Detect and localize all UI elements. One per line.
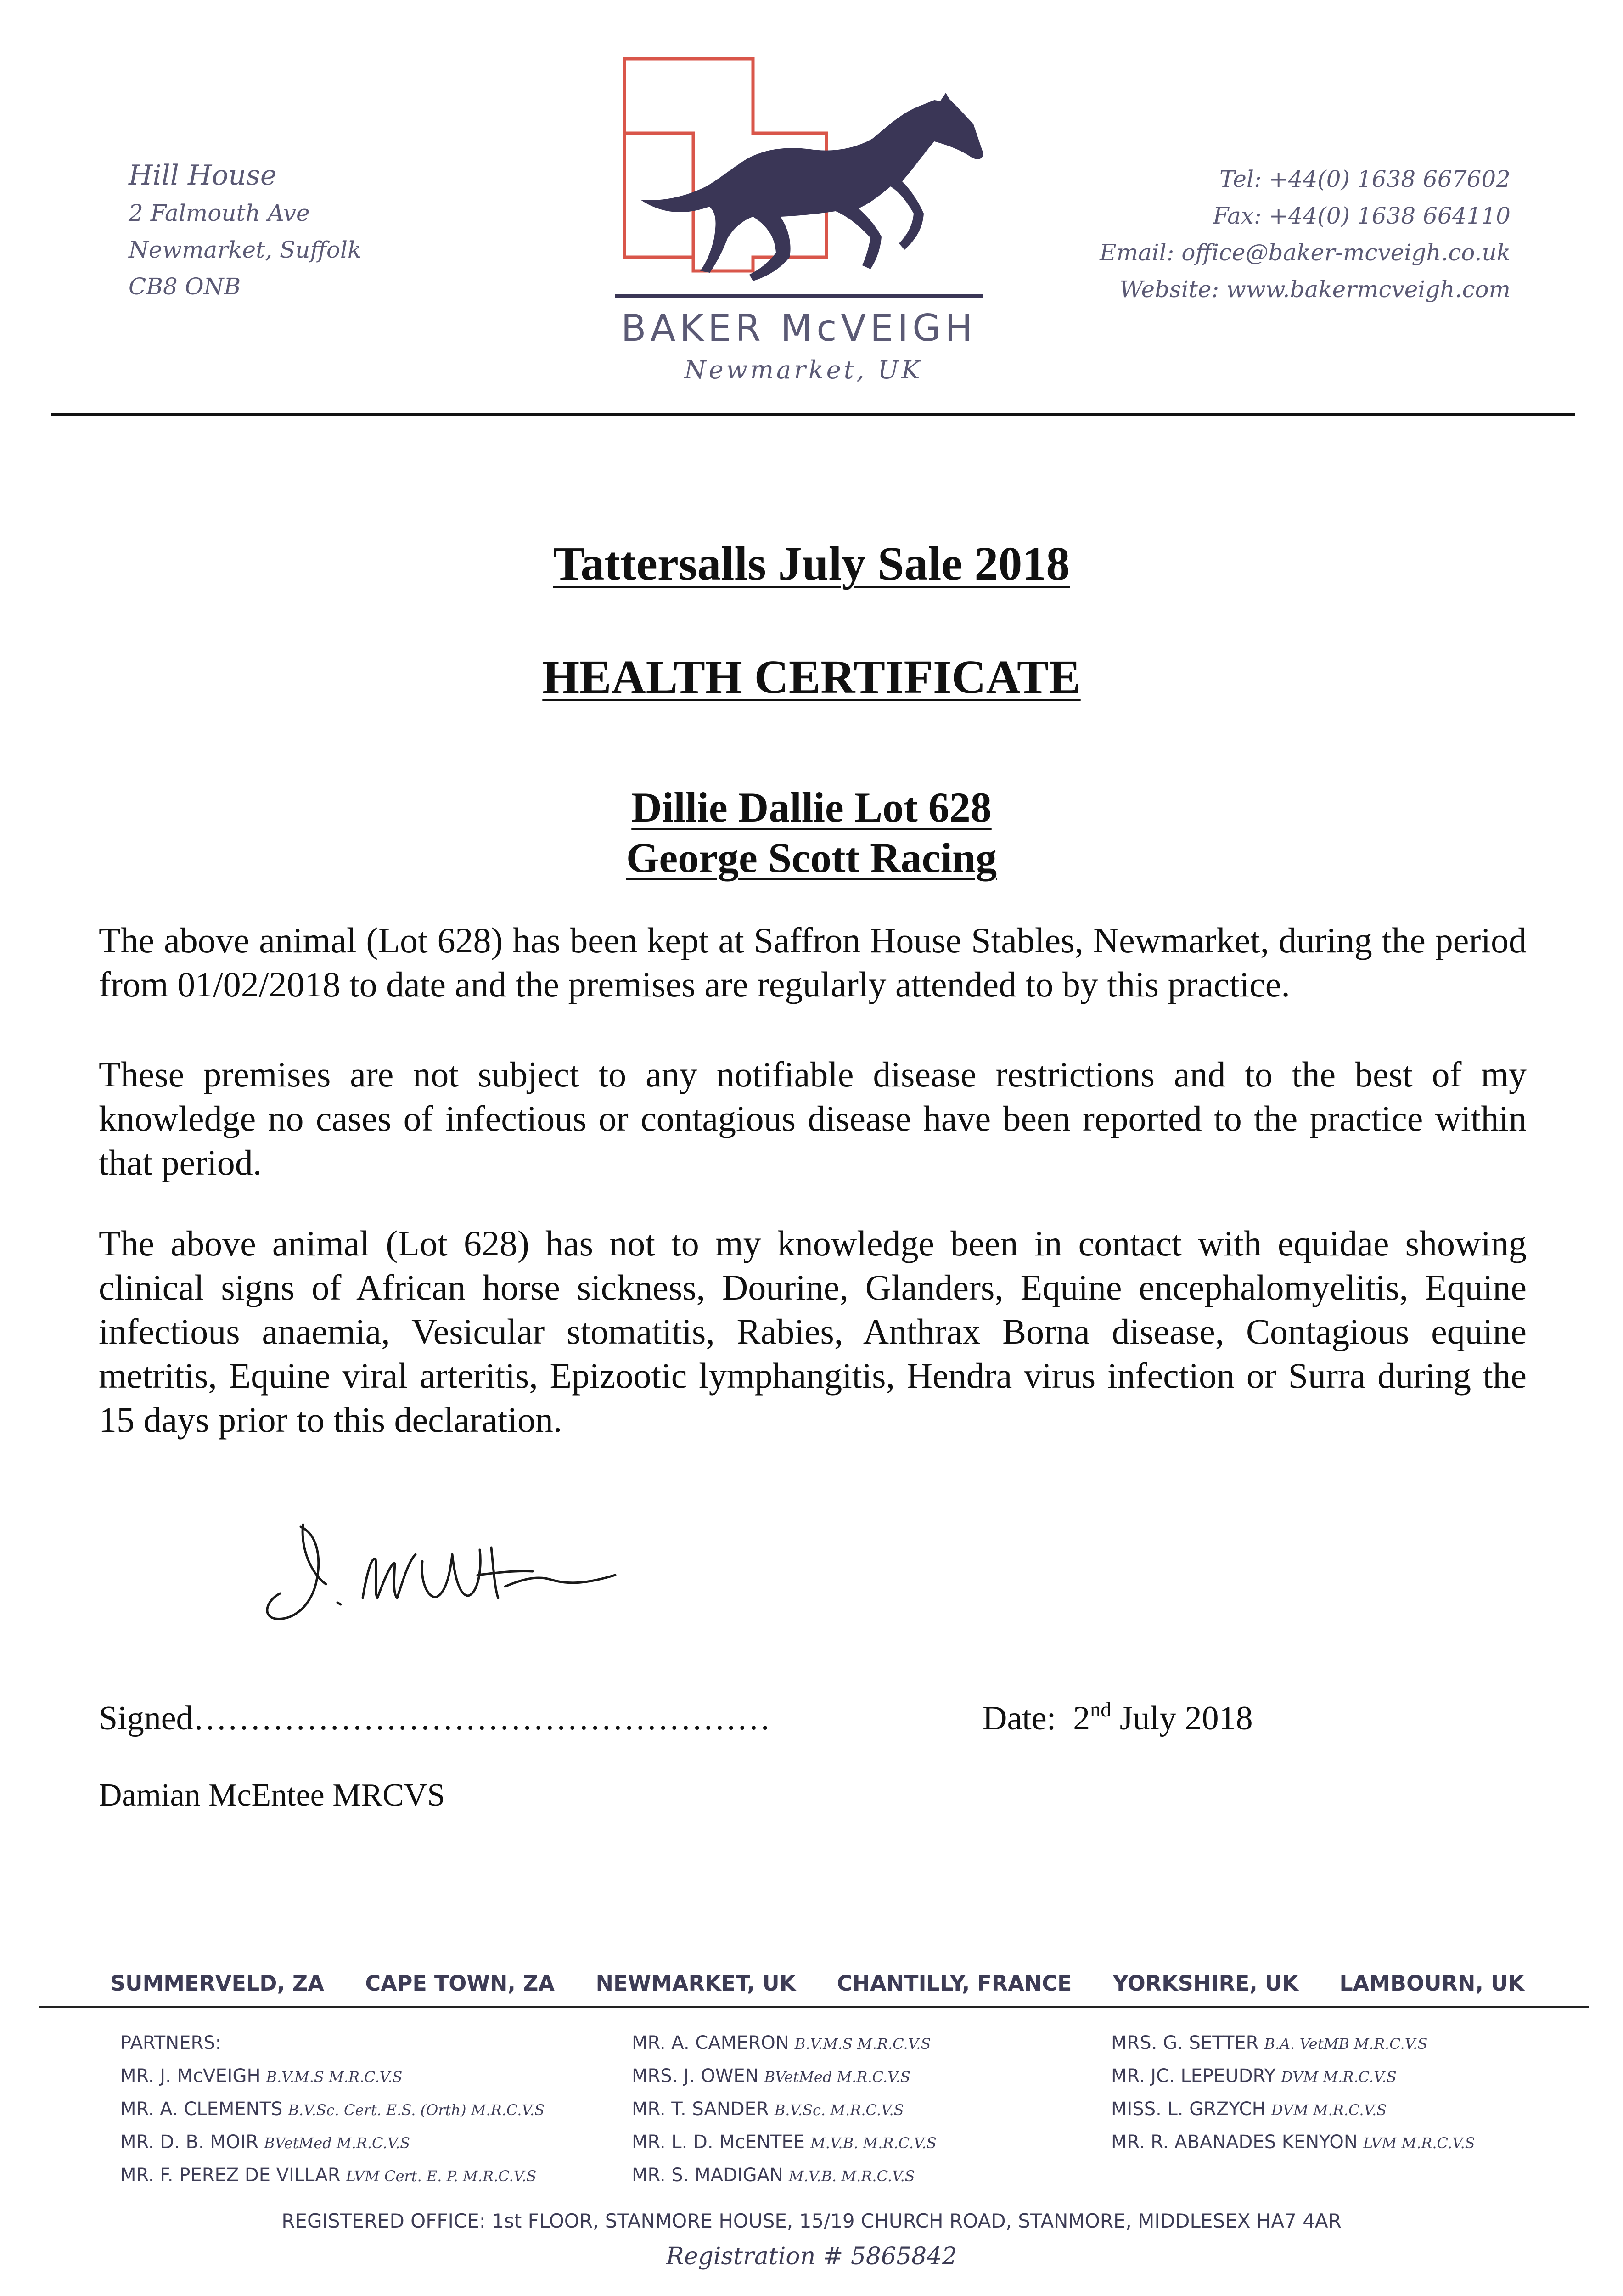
partner-qualifications: B.V.M.S M.R.C.V.S [794,2035,931,2053]
partner-name: MR. F. PEREZ DE VILLAR [120,2165,341,2186]
partner-name: MR. R. ABANADES KENYON [1111,2132,1358,2153]
practice-address [129,156,361,305]
partner-name: MR. JC. LEPEUDRY [1111,2065,1276,2087]
partner-name: MR. A. CAMERON [632,2032,789,2054]
partner-qualifications: B.A. VetMB M.R.C.V.S [1264,2035,1428,2053]
partner-name: MR. L. D. McENTEE [632,2132,805,2153]
registration-number: Registration # 5865842 [666,2243,957,2270]
partner-name: MRS. G. SETTER [1111,2032,1259,2054]
paragraph-restrictions: These premises are not subject to any notifiable disease restrictions and to the best of my knowledge no cases of infectious or contagious disease have been reported to the practice within that period. [99,1054,1527,1182]
certificate-title-text: HEALTH CERTIFICATE [542,651,1081,703]
cross-and-horse-logo-icon [597,55,1001,312]
partner-qualifications: B.V.M.S M.R.C.V.S [266,2068,403,2086]
partner-entry [120,2060,545,2093]
office-location: LAMBOURN, UK [1339,1971,1524,1996]
partner-entry [120,2093,545,2126]
address-line-3: Newmarket, Suffolk [129,236,362,263]
partner-qualifications: BVetMed M.R.C.V.S [764,2068,910,2086]
partner-qualifications: DVM M.R.C.V.S [1271,2101,1387,2119]
office-location: CHANTILLY, FRANCE [837,1971,1072,1996]
partners-column-3 [1111,2026,1475,2159]
partner-qualifications: B.V.Sc. M.R.C.V.S [774,2101,904,2119]
paragraph-premises: The above animal (Lot 628) has been kept at Saffron House Stables, Newmarket, during the period from 01/02/2018 to date and the premises are regularly attended to by this practice. [99,920,1527,1004]
horse-lot-heading [0,783,1623,832]
header-divider [51,413,1575,416]
partner-name: MR. T. SANDER [632,2099,769,2120]
partner-name: MISS. L. GRZYCH [1111,2099,1266,2120]
partner-qualifications: BVetMed M.R.C.V.S [264,2134,410,2152]
office-location: NEWMARKET, UK [595,1971,796,1996]
partners-column-1 [120,2026,545,2192]
address-line-2: 2 Falmouth Ave [129,200,310,226]
date-day: 2 [1073,1699,1090,1737]
contact-fax: Fax: +44(0) 1638 664110 [1213,203,1511,229]
paragraph-diseases: The above animal (Lot 628) has not to my knowledge been in contact with equidae showing clinical signs of African horse sickness, Dourine, Glanders, Equine encephalomyelitis, Equine infectious anaemia, Vesicular stomatitis, Rabies, Anthrax Borna disease, Contagious equine metritis, Equine viral arteritis, Epizootic lymphangitis, Hendra virus infection or Surra during the 15 days prior to this declaration. [99,1223,1527,1440]
registered-office: REGISTERED OFFICE: 1st FLOOR, STANMORE HOUSE, 15/19 CHURCH ROAD, STANMORE, MIDDLESEX HA7 4AR [281,2210,1342,2232]
partner-entry [1111,2060,1475,2093]
office-location: YORKSHIRE, UK [1112,1971,1298,1996]
partner-entry [1111,2026,1475,2060]
office-location: CAPE TOWN, ZA [365,1971,555,1996]
address-line-1: Hill House [129,159,277,191]
partner-entry [120,2126,545,2159]
partner-name: MR. S. MADIGAN [632,2165,783,2186]
partner-entry [120,2159,545,2192]
partner-entry [632,2026,937,2060]
handwritten-signature [257,1506,670,1644]
footer-divider [39,2006,1589,2008]
trainer-heading [0,833,1623,882]
partner-entry [632,2093,937,2126]
date-suffix: nd [1090,1698,1112,1721]
partner-entry [632,2060,937,2093]
sale-title [0,536,1623,591]
partner-name: MR. J. McVEIGH [120,2065,261,2087]
brand-location: Newmarket, UK [684,355,923,384]
contact-email: Email: office@baker-mcveigh.co.uk [1099,239,1511,266]
practice-contact [1100,161,1511,308]
partner-qualifications: DVM M.R.C.V.S [1281,2068,1397,2086]
brand-name: BAKER McVEIGH [621,307,977,349]
address-line-4: CB8 ONB [129,273,241,300]
certificate-date [983,1699,1253,1738]
contact-tel: Tel: +44(0) 1638 667602 [1219,166,1511,192]
partner-qualifications: LVM Cert. E. P. M.R.C.V.S [346,2167,537,2185]
partners-label: PARTNERS: [120,2032,222,2054]
partner-qualifications: M.V.B. M.R.C.V.S [788,2167,915,2185]
signatory-name: Damian McEntee MRCVS [99,1778,445,1813]
trainer-text: George Scott Racing [626,834,997,881]
signed-line: Signed…………………………………………… [99,1699,771,1737]
office-location: SUMMERVELD, ZA [110,1971,324,1996]
sale-title-text: Tattersalls July Sale 2018 [553,537,1070,590]
partner-entry [1111,2093,1475,2126]
partner-entry [632,2159,937,2192]
baker-mcveigh-logo [597,55,1001,404]
partner-qualifications: M.V.B. M.R.C.V.S [810,2134,937,2152]
partner-name: MR. D. B. MOIR [120,2132,258,2153]
partner-name: MRS. J. OWEN [632,2065,759,2087]
partner-name: MR. A. CLEMENTS [120,2099,283,2120]
certificate-title [0,650,1623,704]
partners-column-2 [632,2026,937,2192]
partner-entry [1111,2126,1475,2159]
date-month-year: July 2018 [1119,1699,1253,1737]
partner-qualifications: B.V.Sc. Cert. E.S. (Orth) M.R.C.V.S [288,2101,545,2119]
date-label: Date: [983,1699,1056,1737]
partner-entry [632,2126,937,2159]
office-locations [110,1971,1524,1996]
horse-lot-text: Dillie Dallie Lot 628 [631,784,992,831]
partner-qualifications: LVM M.R.C.V.S [1363,2134,1475,2152]
contact-website: Website: www.bakermcveigh.com [1119,276,1511,303]
